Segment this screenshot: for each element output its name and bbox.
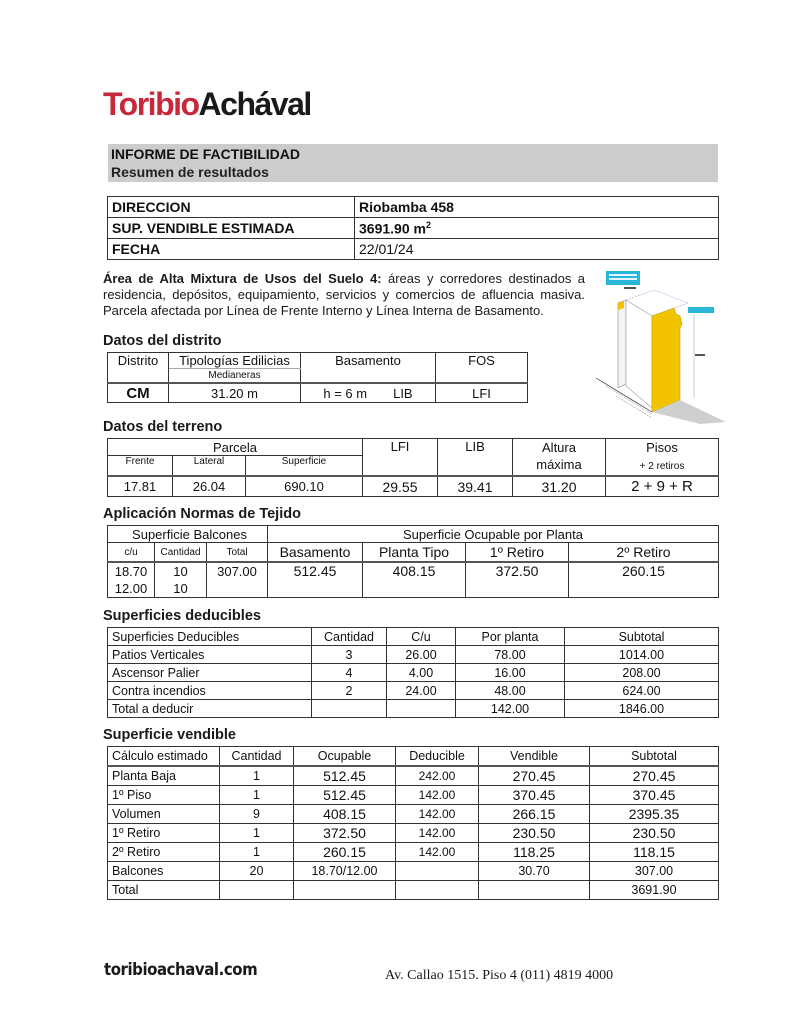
cell: Ascensor Palier <box>108 664 312 682</box>
cell: 230.50 <box>479 824 590 843</box>
header-altura <box>513 439 606 477</box>
land-header-row <box>108 439 719 456</box>
cell: 270.45 <box>590 766 719 786</box>
cell: 408.15 <box>294 805 396 824</box>
setback-label-tag <box>688 307 714 313</box>
deductible-table <box>107 627 719 718</box>
summary-label: SUP. VENDIBLE ESTIMADA <box>108 218 355 239</box>
cell: Total <box>108 881 220 900</box>
cell: 78.00 <box>456 646 565 664</box>
cell: Patios Verticales <box>108 646 312 664</box>
header-pisos-line1: Pisos <box>646 440 678 455</box>
sellable-area-table <box>107 746 719 900</box>
tag-text-line <box>609 274 637 276</box>
cell <box>220 881 294 900</box>
cell: 9 <box>220 805 294 824</box>
cell: 26.00 <box>387 646 456 664</box>
district-table <box>107 352 528 403</box>
cell: Volumen <box>108 805 220 824</box>
total-row <box>108 881 719 900</box>
side-wall <box>618 300 626 388</box>
subheader-retiro2: 2º Retiro <box>569 543 719 563</box>
cell: 370.45 <box>479 786 590 805</box>
value-lateral: 26.04 <box>173 476 246 497</box>
header-col: Cantidad <box>312 628 387 646</box>
cell: 512.45 <box>294 786 396 805</box>
district-header-row <box>108 353 528 369</box>
zoning-text: áreas y corredores destinados a residencia, depósitos, equipamiento, servicios y comercios de afluencia masiva. Parcela afectada por Línea de Frente Interno y Línea Interna de Basamento. <box>103 271 585 318</box>
cell: 142.00 <box>396 805 479 824</box>
cell: 4.00 <box>387 664 456 682</box>
value-lfi: 29.55 <box>363 476 438 497</box>
header-basamento: Basamento <box>301 353 436 384</box>
dimension-text <box>624 287 636 289</box>
value-pisos: 2 + 9 + R <box>606 476 719 497</box>
subheader-total: Total <box>207 543 268 563</box>
table-row <box>108 805 719 824</box>
value-frente: 17.81 <box>108 476 173 497</box>
subheader-cu: c/u <box>108 543 155 563</box>
summary-label: DIRECCION <box>108 197 355 218</box>
cell: 307.00 <box>590 862 719 881</box>
header-col: Cálculo estimado <box>108 747 220 767</box>
header-col: Vendible <box>479 747 590 767</box>
summary-row-superficie <box>108 218 719 239</box>
cell: 142.00 <box>396 843 479 862</box>
summary-value-date: 22/01/24 <box>355 239 719 260</box>
value-altura: 31.20 <box>513 476 606 497</box>
value-distrito: CM <box>108 383 169 403</box>
header-lfi: LFI <box>363 439 438 477</box>
cantidad-1: 10 <box>173 564 188 579</box>
summary-value-address: Riobamba 458 <box>355 197 719 218</box>
subheader-frente: Frente <box>108 456 173 476</box>
table-row <box>108 664 719 682</box>
value-total: 307.00 <box>207 562 268 598</box>
cell: 230.50 <box>590 824 719 843</box>
cell: 1 <box>220 843 294 862</box>
cell: 1º Retiro <box>108 824 220 843</box>
cell: 512.45 <box>294 766 396 786</box>
company-logo <box>103 84 311 124</box>
district-value-row <box>108 383 528 403</box>
cell: 260.15 <box>294 843 396 862</box>
cell: 370.45 <box>590 786 719 805</box>
summary-row-direccion <box>108 197 719 218</box>
subheader-lateral: Lateral <box>173 456 246 476</box>
zoning-description <box>103 271 585 319</box>
cell: 142.00 <box>396 824 479 843</box>
section-title-vendible: Superficie vendible <box>103 727 236 743</box>
subheader-medianeras: Medianeras <box>169 369 301 384</box>
summary-label: FECHA <box>108 239 355 260</box>
header-col: Deducible <box>396 747 479 767</box>
building-norms-table <box>107 525 719 598</box>
cell: 3691.90 <box>590 881 719 900</box>
header-distrito: Distrito <box>108 353 169 384</box>
cantidad-2: 10 <box>173 581 188 596</box>
table-row <box>108 766 719 786</box>
norms-value-row <box>108 562 719 598</box>
section-title-deducibles: Superficies deducibles <box>103 608 261 624</box>
value-retiro2: 260.15 <box>569 562 719 598</box>
cell: 2º Retiro <box>108 843 220 862</box>
cell: 118.25 <box>479 843 590 862</box>
cu-2: 12.00 <box>114 581 148 596</box>
summary-value-area <box>355 218 719 239</box>
cell: 2395.35 <box>590 805 719 824</box>
cell: 20 <box>220 862 294 881</box>
value-cu <box>108 562 155 598</box>
group-ocupable: Superficie Ocupable por Planta <box>268 526 719 543</box>
header-pisos-sub: + 2 retiros <box>639 461 685 472</box>
area-unit-exponent: 2 <box>425 219 431 230</box>
cell: 142.00 <box>456 700 565 718</box>
table-row <box>108 824 719 843</box>
cell: 1014.00 <box>565 646 719 664</box>
cell: 208.00 <box>565 664 719 682</box>
cell <box>387 700 456 718</box>
table-row <box>108 786 719 805</box>
cell: 1846.00 <box>565 700 719 718</box>
cell: 24.00 <box>387 682 456 700</box>
subheader-basamento: Basamento <box>268 543 363 563</box>
sellable-header-row <box>108 747 719 767</box>
header-col: Cantidad <box>220 747 294 767</box>
logo-part-black: Achával <box>198 86 311 122</box>
summary-table <box>107 196 719 260</box>
header-col: C/u <box>387 628 456 646</box>
value-tipologia: 31.20 m <box>169 383 301 403</box>
logo-part-red: Toribio <box>103 86 199 122</box>
cell: Planta Baja <box>108 766 220 786</box>
cell: 30.70 <box>479 862 590 881</box>
section-title-tejido: Aplicación Normas de Tejido <box>103 506 301 522</box>
cell: 18.70/12.00 <box>294 862 396 881</box>
summary-row-fecha <box>108 239 719 260</box>
header-col: Ocupable <box>294 747 396 767</box>
section-title-distrito: Datos del distrito <box>103 333 222 349</box>
subheader-superficie: Superficie <box>246 456 363 476</box>
cell: 118.15 <box>590 843 719 862</box>
cell: 2 <box>312 682 387 700</box>
cell <box>396 881 479 900</box>
cell: 4 <box>312 664 387 682</box>
header-col: Subtotal <box>565 628 719 646</box>
building-face-light <box>626 300 652 408</box>
footer-address: Av. Callao 1515. Piso 4 (011) 4819 4000 <box>385 968 614 983</box>
cell: Balcones <box>108 862 220 881</box>
section-title-terreno: Datos del terreno <box>103 419 223 435</box>
basamento-height: h = 6 m <box>323 385 368 401</box>
report-subtitle: Resumen de resultados <box>111 164 269 180</box>
basamento-lib: LIB <box>393 385 413 401</box>
cell: 270.45 <box>479 766 590 786</box>
value-superficie: 690.10 <box>246 476 363 497</box>
subheader-cantidad: Cantidad <box>155 543 207 563</box>
value-basamento: 512.45 <box>268 562 363 598</box>
header-fos: FOS <box>436 353 528 384</box>
value-lib: 39.41 <box>438 476 513 497</box>
footer-website[interactable]: toribioachaval.com <box>104 960 258 980</box>
cell: 142.00 <box>396 786 479 805</box>
zoning-name: Área de Alta Mixtura de Usos del Suelo 4: <box>103 271 382 286</box>
cell: 1 <box>220 824 294 843</box>
header-altura-line2: máxima <box>536 457 582 472</box>
header-col: Por planta <box>456 628 565 646</box>
table-row <box>108 843 719 862</box>
norms-subheader-row <box>108 543 719 563</box>
subheader-planta-tipo: Planta Tipo <box>363 543 466 563</box>
area-value: 3691.90 m <box>359 220 426 237</box>
value-basamento <box>301 383 436 403</box>
deductible-header-row <box>108 628 719 646</box>
header-col: Superficies Deducibles <box>108 628 312 646</box>
cell <box>396 862 479 881</box>
tag-text-line <box>609 278 637 280</box>
cell: 624.00 <box>565 682 719 700</box>
cell: Contra incendios <box>108 682 312 700</box>
table-row <box>108 862 719 881</box>
cell: 1 <box>220 786 294 805</box>
cell <box>479 881 590 900</box>
building-volume-diagram <box>596 268 730 424</box>
norms-group-row <box>108 526 719 543</box>
cell <box>312 700 387 718</box>
header-lib: LIB <box>438 439 513 477</box>
cell: 1º Piso <box>108 786 220 805</box>
cell: 16.00 <box>456 664 565 682</box>
cell: Total a deducir <box>108 700 312 718</box>
cell: 3 <box>312 646 387 664</box>
land-value-row <box>108 476 719 497</box>
land-table <box>107 438 719 497</box>
sellable-rows <box>108 766 719 900</box>
subheader-retiro1: 1º Retiro <box>466 543 569 563</box>
cell: 48.00 <box>456 682 565 700</box>
header-parcela: Parcela <box>108 439 363 456</box>
building-face-yellow <box>652 308 682 412</box>
cell <box>294 881 396 900</box>
header-altura-line1: Altura <box>542 440 576 455</box>
header-pisos <box>606 439 719 477</box>
dimension-text <box>695 354 705 356</box>
total-row <box>108 700 719 718</box>
report-title: INFORME DE FACTIBILIDAD <box>111 146 300 162</box>
header-tipologias: Tipologías Edilicias <box>169 353 301 369</box>
value-retiro1: 372.50 <box>466 562 569 598</box>
group-balcones: Superficie Balcones <box>108 526 268 543</box>
header-col: Subtotal <box>590 747 719 767</box>
value-cantidad <box>155 562 207 598</box>
table-row <box>108 646 719 664</box>
value-planta-tipo: 408.15 <box>363 562 466 598</box>
cell: 1 <box>220 766 294 786</box>
cell: 266.15 <box>479 805 590 824</box>
cu-1: 18.70 <box>114 564 148 579</box>
value-fos: LFI <box>436 383 528 403</box>
cell: 372.50 <box>294 824 396 843</box>
report-title-box <box>108 144 718 182</box>
cell: 242.00 <box>396 766 479 786</box>
table-row <box>108 682 719 700</box>
